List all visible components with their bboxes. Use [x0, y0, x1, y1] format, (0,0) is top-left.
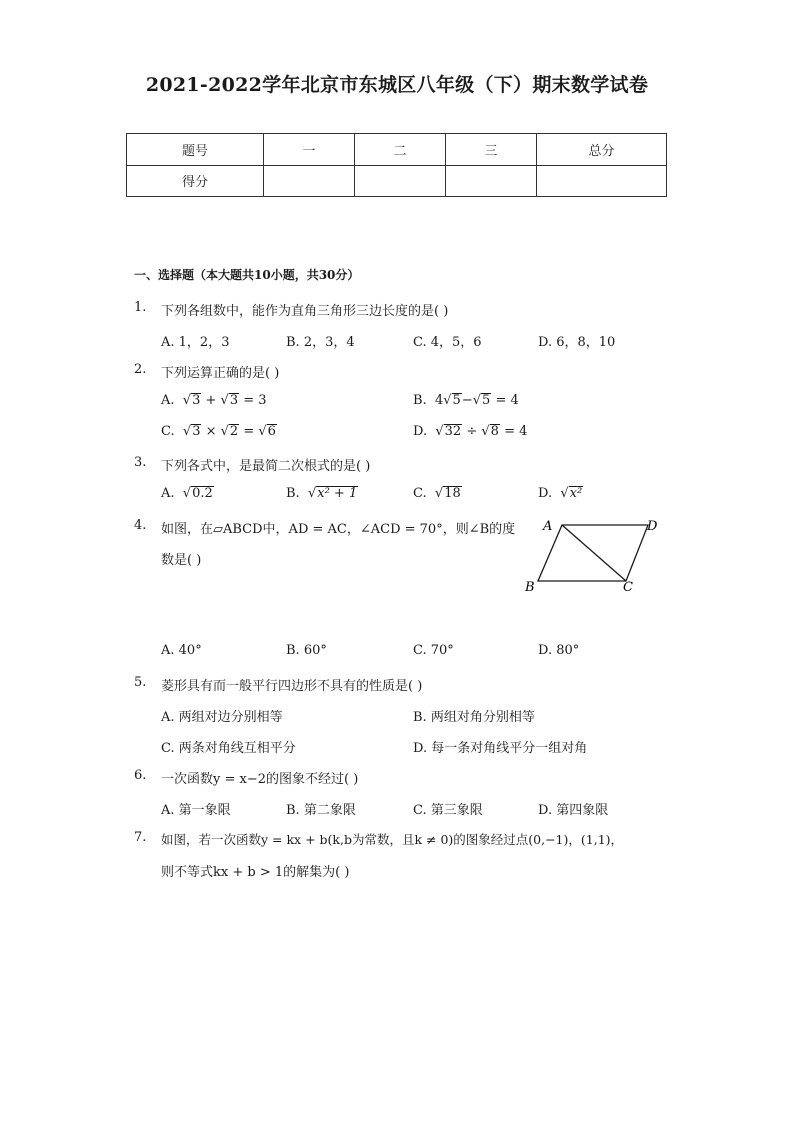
question-number: 3.	[134, 455, 147, 470]
table-cell: 三	[446, 134, 537, 166]
option-a[interactable]: A. √0.2	[161, 486, 213, 501]
question-text: 一次函数y = x−2的图象不经过( )	[161, 772, 359, 787]
table-cell: 题号	[127, 134, 264, 166]
option-d[interactable]: D. √x²	[538, 486, 583, 501]
question-number: 5.	[134, 675, 147, 690]
math-rest: = 4	[504, 424, 528, 439]
option-letter: D.	[413, 424, 428, 439]
question-text: 如图，若一次函数y = kx + b(k,b为常数，且k ≠ 0)的图象经过点(0,−1)，(1,1)，	[161, 832, 624, 847]
radicand: x²	[569, 486, 583, 501]
radicand: 3	[229, 393, 239, 408]
option-c[interactable]: C. √3 × √2 = √6	[161, 424, 276, 439]
score-table	[126, 133, 667, 197]
option-letter: D.	[538, 486, 553, 501]
radicand: 5	[482, 393, 491, 408]
question-number: 2.	[134, 362, 147, 377]
option-letter: C.	[413, 486, 427, 501]
score-input-cell[interactable]	[446, 165, 537, 197]
question-text: 下列各组数中，能作为直角三角形三边长度的是( )	[161, 304, 449, 319]
option-d[interactable]: D. 80°	[538, 643, 580, 658]
option-d[interactable]: D. 第四象限	[538, 803, 609, 818]
option-a[interactable]: A. 第一象限	[161, 803, 231, 818]
radicand: 32	[444, 424, 462, 439]
table-cell: 二	[355, 134, 446, 166]
page-title: 2021-2022学年北京市东城区八年级（下）期末数学试卷	[145, 74, 649, 96]
question-text: 菱形具有而一般平行四边形不具有的性质是( )	[161, 679, 423, 694]
option-letter: B.	[286, 486, 300, 501]
table-cell: 得分	[127, 165, 264, 197]
option-b[interactable]: B. √x² + 1	[286, 486, 358, 501]
option-c[interactable]: C. 4，5，6	[413, 335, 482, 350]
score-input-cell[interactable]	[355, 165, 446, 197]
option-a[interactable]: A. √3 + √3 = 3	[161, 393, 267, 408]
radicand: 3	[192, 424, 201, 439]
option-c[interactable]: C. 两条对角线互相平分	[161, 741, 296, 756]
table-cell: 一	[264, 134, 355, 166]
score-input-cell[interactable]	[264, 165, 355, 197]
question-number: 6.	[134, 768, 147, 783]
question-number: 1.	[134, 300, 147, 315]
score-table-header-row	[127, 134, 667, 166]
option-d[interactable]: D. √32 ÷ √8 = 4	[413, 424, 528, 439]
option-d[interactable]: D. 6，8，10	[538, 335, 616, 350]
option-a[interactable]: A. 1，2，3	[161, 335, 230, 350]
question-number: 7.	[134, 830, 147, 845]
radicand: 2	[229, 424, 239, 439]
option-letter: C.	[161, 424, 175, 439]
score-table-score-row	[127, 165, 667, 197]
table-cell: 总分	[537, 134, 667, 166]
label-d: D	[647, 519, 658, 534]
option-letter: A.	[161, 486, 175, 501]
radicand: 6	[267, 424, 276, 439]
option-b[interactable]: B. 4√5−√5 = 4	[413, 393, 519, 408]
math-coef: 4	[434, 393, 444, 408]
question-text: 下列各式中，是最简二次根式的是( )	[161, 459, 371, 474]
option-c[interactable]: C. √18	[413, 486, 461, 501]
radicand: 0.2	[192, 486, 213, 501]
parallelogram-figure	[520, 515, 670, 600]
option-d[interactable]: D. 每一条对角线平分一组对角	[413, 741, 588, 756]
option-b[interactable]: B. 2，3，4	[286, 335, 355, 350]
question-text: 则不等式kx + b > 1的解集为( )	[161, 865, 350, 880]
label-a: A	[543, 519, 553, 534]
option-c[interactable]: C. 第三象限	[413, 803, 483, 818]
radicand: 18	[444, 486, 461, 501]
radicand: 3	[192, 393, 201, 408]
option-b[interactable]: B. 第二象限	[286, 803, 356, 818]
score-input-cell[interactable]	[537, 165, 667, 197]
question-number: 4.	[134, 518, 147, 533]
option-letter: B.	[413, 393, 427, 408]
diagonal-ac	[562, 525, 626, 581]
option-letter: A.	[161, 393, 175, 408]
option-a[interactable]: A. 40°	[161, 643, 202, 658]
question-text: 如图，在▱ABCD中，AD = AC，∠ACD = 70°，则∠B的度	[161, 522, 516, 537]
question-text: 下列运算正确的是( )	[161, 366, 280, 381]
label-c: C	[623, 580, 633, 595]
option-b[interactable]: B. 两组对角分别相等	[413, 710, 535, 725]
question-text: 数是( )	[161, 553, 202, 568]
section-heading: 一、选择题（本大题共10小题，共30分）	[134, 268, 360, 282]
option-b[interactable]: B. 60°	[286, 643, 327, 658]
option-c[interactable]: C. 70°	[413, 643, 454, 658]
math-rest: = 4	[495, 393, 519, 408]
option-a[interactable]: A. 两组对边分别相等	[161, 710, 283, 725]
radicand: 8	[490, 424, 499, 439]
parallelogram-shape	[538, 525, 648, 581]
math-rest: = 3	[243, 393, 267, 408]
radicand: 5	[452, 393, 461, 408]
label-b: B	[525, 580, 535, 595]
radicand: x² + 1	[317, 486, 358, 501]
